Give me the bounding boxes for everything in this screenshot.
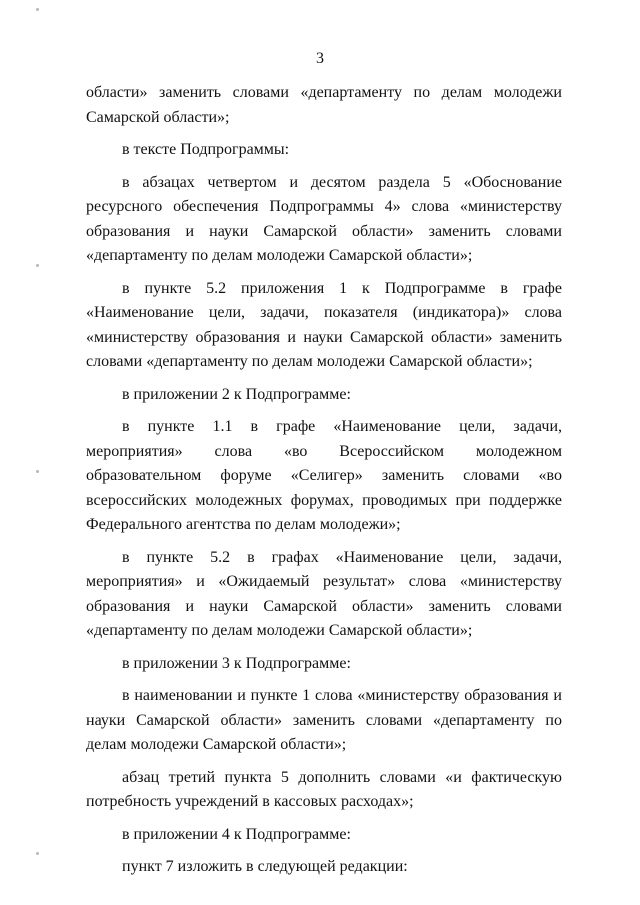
paragraph: в абзацах четвертом и десятом раздела 5 «Обоснование ресурсного обеспечения Подпрограммы 4» слова «министерству образования и науки Самарской области» заменить словами «департаменту по делам молодежи Самарской области»; (86, 173, 562, 264)
paragraph: в наименовании и пункте 1 слова «министерству образования и науки Самарской области» заменить словами «департаменту по делам молодежи Самарской области»; (86, 687, 562, 753)
paragraph: в пункте 5.2 в графах «Наименование цели, задачи, мероприятия» и «Ожидаемый результат» слова «министерству образования и науки Самарской области» заменить словами «департаменту по делам молодежи Самарской области»; (86, 548, 562, 639)
page-number: 3 (316, 50, 324, 67)
paragraph: в пункте 5.2 приложения 1 к Подпрограмме в графе «Наименование цели, задачи, показателя (индикатора)» слова «министерству образования и науки Самарской области» заменить словами «департаменту по делам молодежи Самарской области»; (86, 279, 562, 370)
scan-mark (36, 8, 39, 11)
paragraph: абзац третий пункта 5 дополнить словами «и фактическую потребность учреждений в кассовых расходах»; (86, 768, 562, 810)
paragraph: в приложении 2 к Подпрограмме: (122, 385, 351, 403)
paragraph: в приложении 3 к Подпрограмме: (122, 654, 351, 672)
document-body (86, 81, 562, 880)
paragraph: области» заменить словами «департаменту по делам молодежи Самарской области»; (86, 84, 562, 126)
scan-mark (36, 264, 39, 267)
paragraph: в приложении 4 к Подпрограмме: (122, 825, 351, 843)
scan-mark (36, 852, 39, 855)
paragraph: пункт 7 изложить в следующей редакции: (122, 858, 408, 875)
scan-mark (36, 470, 39, 473)
paragraph: в тексте Подпрограммы: (122, 141, 290, 158)
paragraph: в пункте 1.1 в графе «Наименование цели, задачи, мероприятия» слова «во Всероссийском молодежном образовательном форуме «Селигер» заменить словами «во всероссийских молодежных форумах, проводимых при поддержке Федерального агентства по делам молодежи»; (86, 418, 562, 533)
